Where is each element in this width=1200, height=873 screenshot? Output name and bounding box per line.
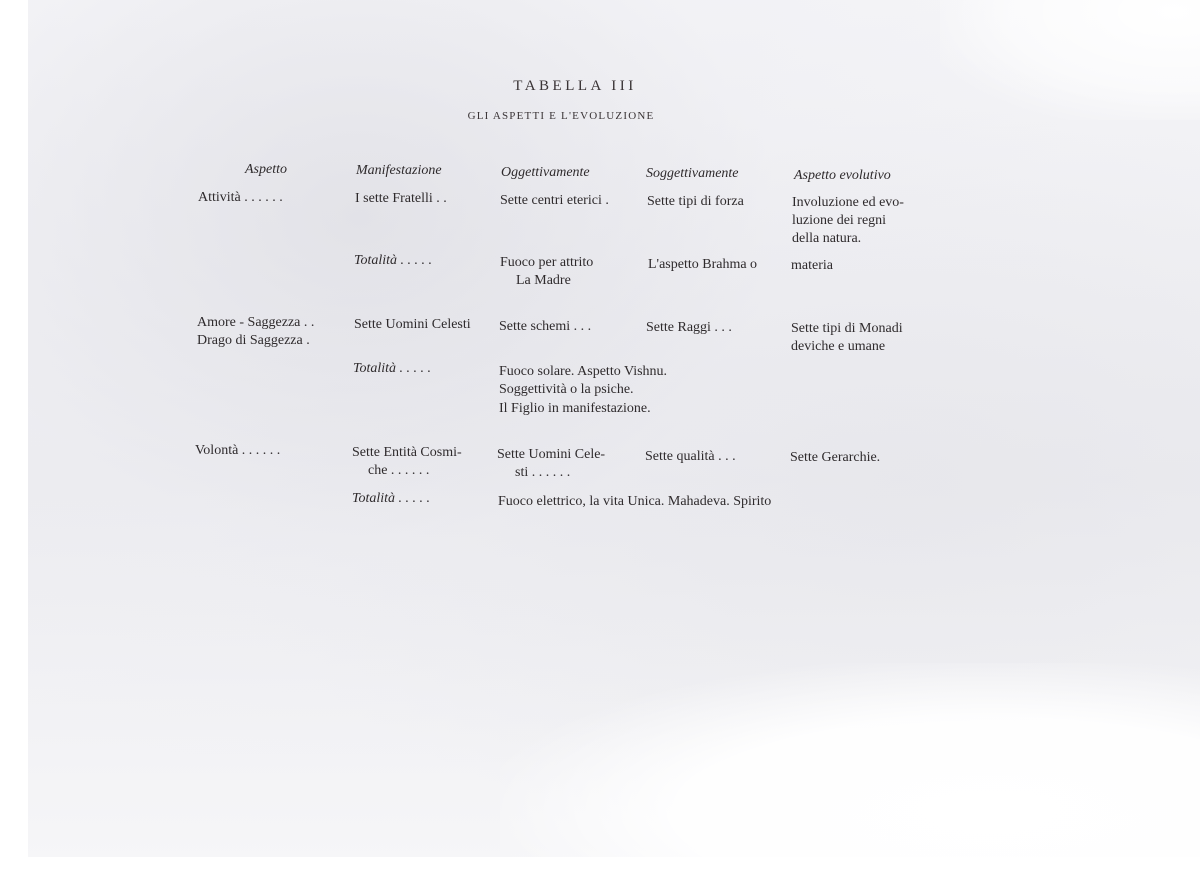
scan-margin-bottom (0, 857, 1200, 873)
header-manifestazione: Manifestazione (356, 163, 442, 178)
header-aspetto: Aspetto (245, 162, 287, 177)
header-aspetto-evolutivo: Aspetto evolutivo (794, 168, 891, 183)
row1-evolutivo-line2: luzione dei regni (792, 213, 887, 228)
row1-soggettivamente: Sette tipi di forza (647, 194, 744, 209)
row3-totalita-label: Totalità . . . . . (352, 491, 431, 506)
row2-soggettivamente: Sette Raggi . . . (646, 320, 732, 335)
row3-evolutivo: Sette Gerarchie. (790, 450, 881, 465)
row1-evolutivo-line1: Involuzione ed evo- (792, 195, 904, 210)
table-subtitle: GLI ASPETTI E L'EVOLUZIONE (467, 110, 655, 122)
row1-totalita-sogg: L'aspetto Brahma o (648, 257, 758, 272)
row3-oggettivamente-line2: sti . . . . . . (515, 465, 571, 480)
row1-totalita-evo: materia (791, 258, 833, 273)
row2-totalita-ogg-line1: Fuoco solare. Aspetto Vishnu. (499, 364, 668, 379)
row2-evolutivo-line1: Sette tipi di Monadi (791, 321, 903, 336)
row2-aspetto-line1: Amore - Saggezza . . (197, 315, 315, 330)
row2-manifestazione: Sette Uomini Celesti (354, 317, 471, 332)
row2-oggettivamente: Sette schemi . . . (499, 319, 592, 334)
header-oggettivamente: Oggettivamente (501, 165, 590, 180)
row1-oggettivamente: Sette centri eterici . (500, 193, 609, 208)
row1-manifestazione: I sette Fratelli . . (355, 191, 447, 206)
row3-manifestazione-line1: Sette Entità Cosmi- (352, 445, 462, 460)
header-soggettivamente: Soggettivamente (646, 166, 739, 181)
scan-highlight-top-right (940, 0, 1200, 120)
scan-margin-left (0, 0, 28, 873)
row2-evolutivo-line2: deviche e umane (791, 339, 886, 354)
row2-totalita-ogg-line2: Soggettività o la psiche. (499, 382, 634, 397)
row1-totalita-ogg-line2: La Madre (516, 273, 571, 288)
row2-totalita-ogg-line3: Il Figlio in manifestazione. (499, 401, 651, 416)
row3-oggettivamente-line1: Sette Uomini Cele- (497, 447, 606, 462)
row3-manifestazione-line2: che . . . . . . (368, 463, 430, 478)
row3-totalita-ogg: Fuoco elettrico, la vita Unica. Mahadeva. Spirito (498, 494, 772, 509)
row1-evolutivo-line3: della natura. (792, 231, 862, 246)
row1-aspetto: Attività . . . . . . (198, 190, 283, 205)
scan-highlight-bottom-right (500, 663, 1200, 873)
row3-soggettivamente: Sette qualità . . . (645, 449, 736, 464)
row2-aspetto-line2: Drago di Saggezza . (197, 333, 310, 348)
row1-totalita-label: Totalità . . . . . (354, 253, 433, 268)
table-title: TABELLA III (513, 78, 637, 94)
row1-totalita-ogg-line1: Fuoco per attrito (500, 255, 594, 270)
row2-totalita-label: Totalità . . . . . (353, 361, 432, 376)
row3-aspetto: Volontà . . . . . . (195, 443, 281, 458)
